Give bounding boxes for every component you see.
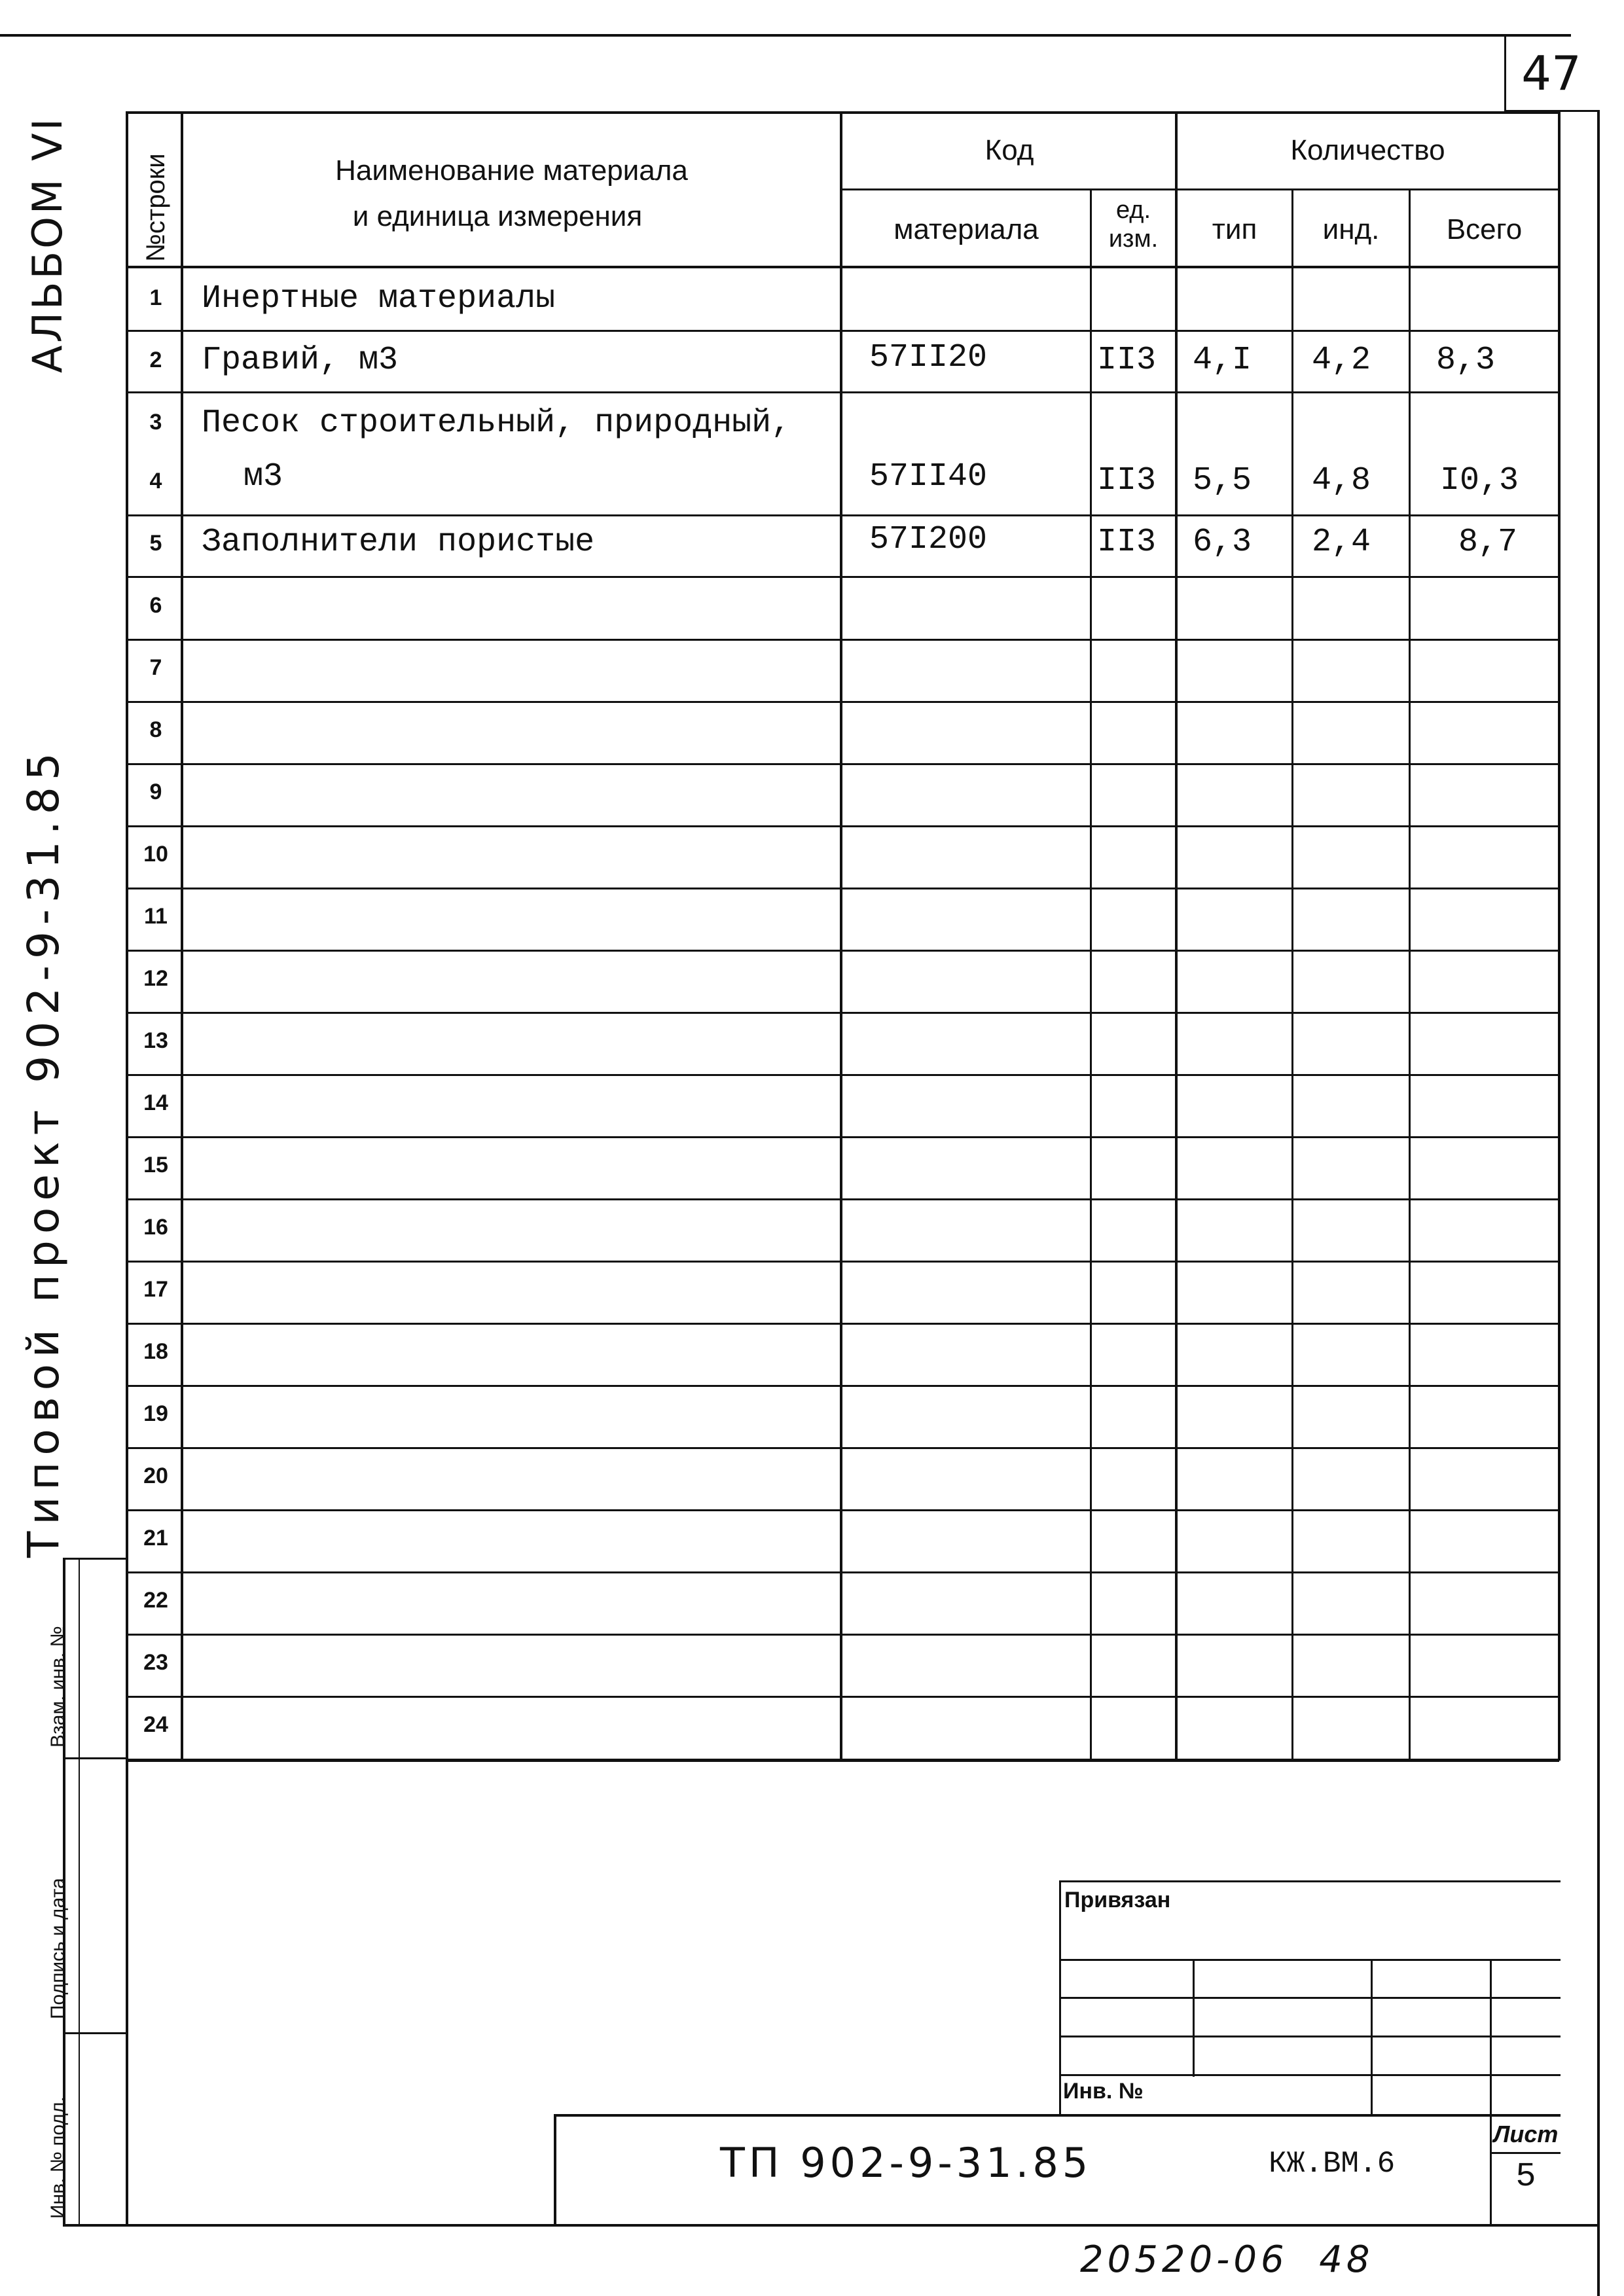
row-line bbox=[126, 1571, 1559, 1573]
row-number: 19 bbox=[143, 1401, 168, 1426]
inv-no-label: Инв. № bbox=[1063, 2079, 1144, 2104]
header-vsego: Всего bbox=[1446, 213, 1523, 245]
header-bottom-line bbox=[126, 266, 1559, 268]
row-line bbox=[126, 1634, 1559, 1636]
header-sub-line bbox=[841, 188, 1559, 190]
row-line bbox=[126, 1696, 1559, 1698]
material-unit: II3 bbox=[1097, 524, 1157, 561]
bind-block-line bbox=[1059, 1997, 1561, 1999]
row-number: 9 bbox=[149, 780, 162, 804]
quantity-tip: 5,5 bbox=[1193, 462, 1252, 499]
material-unit: II3 bbox=[1097, 342, 1157, 379]
row-number: 12 bbox=[143, 966, 168, 991]
material-code: 57I200 bbox=[869, 521, 988, 558]
row-number: 16 bbox=[143, 1215, 168, 1240]
project-designation: ТП 902-9-31.85 bbox=[720, 2139, 1092, 2187]
row-number: 4 bbox=[149, 469, 162, 493]
quantity-ind: 4,2 bbox=[1312, 342, 1371, 379]
stamp-strip-bottom bbox=[63, 2224, 127, 2227]
document-code: КЖ.ВМ.6 bbox=[1269, 2147, 1396, 2181]
row-number: 14 bbox=[143, 1090, 168, 1115]
header-row-no: №строки bbox=[141, 153, 170, 262]
row-number: 6 bbox=[149, 593, 162, 618]
footer-number: 20520-06 48 bbox=[1080, 2238, 1374, 2281]
col-line-name bbox=[840, 111, 842, 1761]
stamp-strip-mid bbox=[79, 1558, 80, 2225]
col-line-unit bbox=[1175, 111, 1178, 1761]
material-name: Гравий, м3 bbox=[202, 342, 399, 379]
designation-top bbox=[554, 2114, 1561, 2117]
row-number: 5 bbox=[149, 531, 162, 556]
row-line bbox=[126, 1136, 1559, 1138]
row-number: 8 bbox=[149, 717, 162, 742]
row-line bbox=[126, 1447, 1559, 1449]
row-line bbox=[126, 1509, 1559, 1511]
header-name-line1: Наименование материала bbox=[335, 154, 688, 187]
material-code: 57II40 bbox=[869, 458, 988, 495]
row-number: 23 bbox=[143, 1650, 168, 1675]
table-top-line bbox=[126, 111, 1559, 114]
page-number-box-left bbox=[1504, 37, 1506, 112]
header-name-line2: и единица измерения bbox=[352, 200, 643, 232]
row-line bbox=[126, 639, 1559, 641]
frame-bottom bbox=[126, 2224, 1600, 2227]
header-ed: ед. bbox=[1115, 196, 1151, 224]
row-line bbox=[126, 330, 1559, 332]
row-line bbox=[126, 1385, 1559, 1387]
designation-left bbox=[554, 2114, 556, 2227]
row-number: 13 bbox=[143, 1028, 168, 1053]
header-tip: тип bbox=[1212, 213, 1257, 245]
sheet-number: 5 bbox=[1515, 2157, 1536, 2196]
row-number: 21 bbox=[143, 1526, 168, 1551]
material-name: Песок строительный, природный, bbox=[202, 404, 791, 442]
stamp-inv-podl-label: Инв. № подл. bbox=[47, 2096, 69, 2219]
material-code: 57II20 bbox=[869, 339, 988, 376]
quantity-total: 8,7 bbox=[1458, 524, 1518, 561]
quantity-tip: 4,I bbox=[1193, 342, 1252, 379]
top-border-line bbox=[0, 34, 1571, 37]
row-line bbox=[126, 514, 1559, 516]
row-number: 15 bbox=[143, 1153, 168, 1177]
row-number: 17 bbox=[143, 1277, 168, 1302]
bind-block-line bbox=[1059, 2036, 1561, 2037]
row-number: 22 bbox=[143, 1588, 168, 1613]
quantity-ind: 2,4 bbox=[1312, 524, 1371, 561]
row-line bbox=[126, 888, 1559, 889]
frame-left bbox=[126, 111, 128, 2227]
header-izm: изм. bbox=[1108, 225, 1159, 253]
stamp-vzam-label: Взам. инв. № bbox=[47, 1626, 69, 1748]
stamp-divider-2 bbox=[63, 2032, 127, 2034]
col-line-right bbox=[1558, 111, 1561, 1761]
row-line bbox=[126, 391, 1559, 393]
col-line-tip bbox=[1291, 188, 1293, 1761]
privyazan-label: Привязан bbox=[1064, 1888, 1171, 1912]
stamp-podpis-label: Подпись и дата bbox=[47, 1878, 69, 2019]
table-bottom-line bbox=[126, 1759, 1559, 1762]
bind-block-line bbox=[1059, 2074, 1561, 2076]
row-line bbox=[126, 701, 1559, 703]
material-name: Заполнители пористые bbox=[202, 524, 595, 561]
bind-block-top bbox=[1059, 1880, 1561, 1882]
col-line-code bbox=[1090, 188, 1092, 1761]
row-number: 7 bbox=[149, 655, 162, 680]
quantity-total: I0,3 bbox=[1440, 462, 1519, 499]
row-number: 24 bbox=[143, 1712, 168, 1737]
header-kolichestvo: Количество bbox=[1290, 134, 1445, 166]
stamp-divider-1 bbox=[63, 1757, 127, 1759]
stamp-strip-top bbox=[63, 1558, 127, 1560]
header-kod: Код bbox=[984, 134, 1034, 166]
quantity-ind: 4,8 bbox=[1312, 462, 1371, 499]
row-line bbox=[126, 825, 1559, 827]
row-number: 20 bbox=[143, 1463, 168, 1488]
material-name: Инертные материалы bbox=[202, 280, 556, 317]
album-label: АЛЬБОМ VI bbox=[24, 116, 71, 373]
bind-block-col bbox=[1371, 1959, 1373, 2116]
bind-block-line bbox=[1059, 1959, 1561, 1961]
row-line bbox=[126, 950, 1559, 952]
row-number: 11 bbox=[144, 904, 168, 929]
page-number: 47 bbox=[1521, 46, 1581, 101]
row-line bbox=[126, 1198, 1559, 1200]
quantity-tip: 6,3 bbox=[1193, 524, 1252, 561]
row-number: 1 bbox=[149, 285, 162, 310]
row-line bbox=[126, 1323, 1559, 1325]
row-number: 10 bbox=[143, 842, 168, 867]
row-line bbox=[126, 1074, 1559, 1076]
bind-block-col bbox=[1193, 1959, 1195, 2077]
row-line bbox=[126, 1012, 1559, 1014]
row-line bbox=[126, 763, 1559, 765]
row-number: 18 bbox=[143, 1339, 168, 1364]
sheet-divider bbox=[1490, 2152, 1561, 2154]
header-material: материала bbox=[893, 213, 1039, 245]
row-number: 3 bbox=[149, 410, 162, 435]
row-line bbox=[126, 1261, 1559, 1263]
header-ind: инд. bbox=[1322, 213, 1380, 245]
material-unit: II3 bbox=[1097, 462, 1157, 499]
right-border-line bbox=[1597, 111, 1600, 2296]
material-name: м3 bbox=[244, 458, 283, 495]
sheet-label: Лист bbox=[1493, 2121, 1559, 2147]
row-line bbox=[126, 576, 1559, 578]
quantity-total: 8,3 bbox=[1436, 342, 1496, 379]
row-number: 2 bbox=[149, 348, 162, 372]
project-label: Типовой проект 902-9-31.85 bbox=[18, 746, 69, 1558]
col-line-ind bbox=[1409, 188, 1411, 1761]
